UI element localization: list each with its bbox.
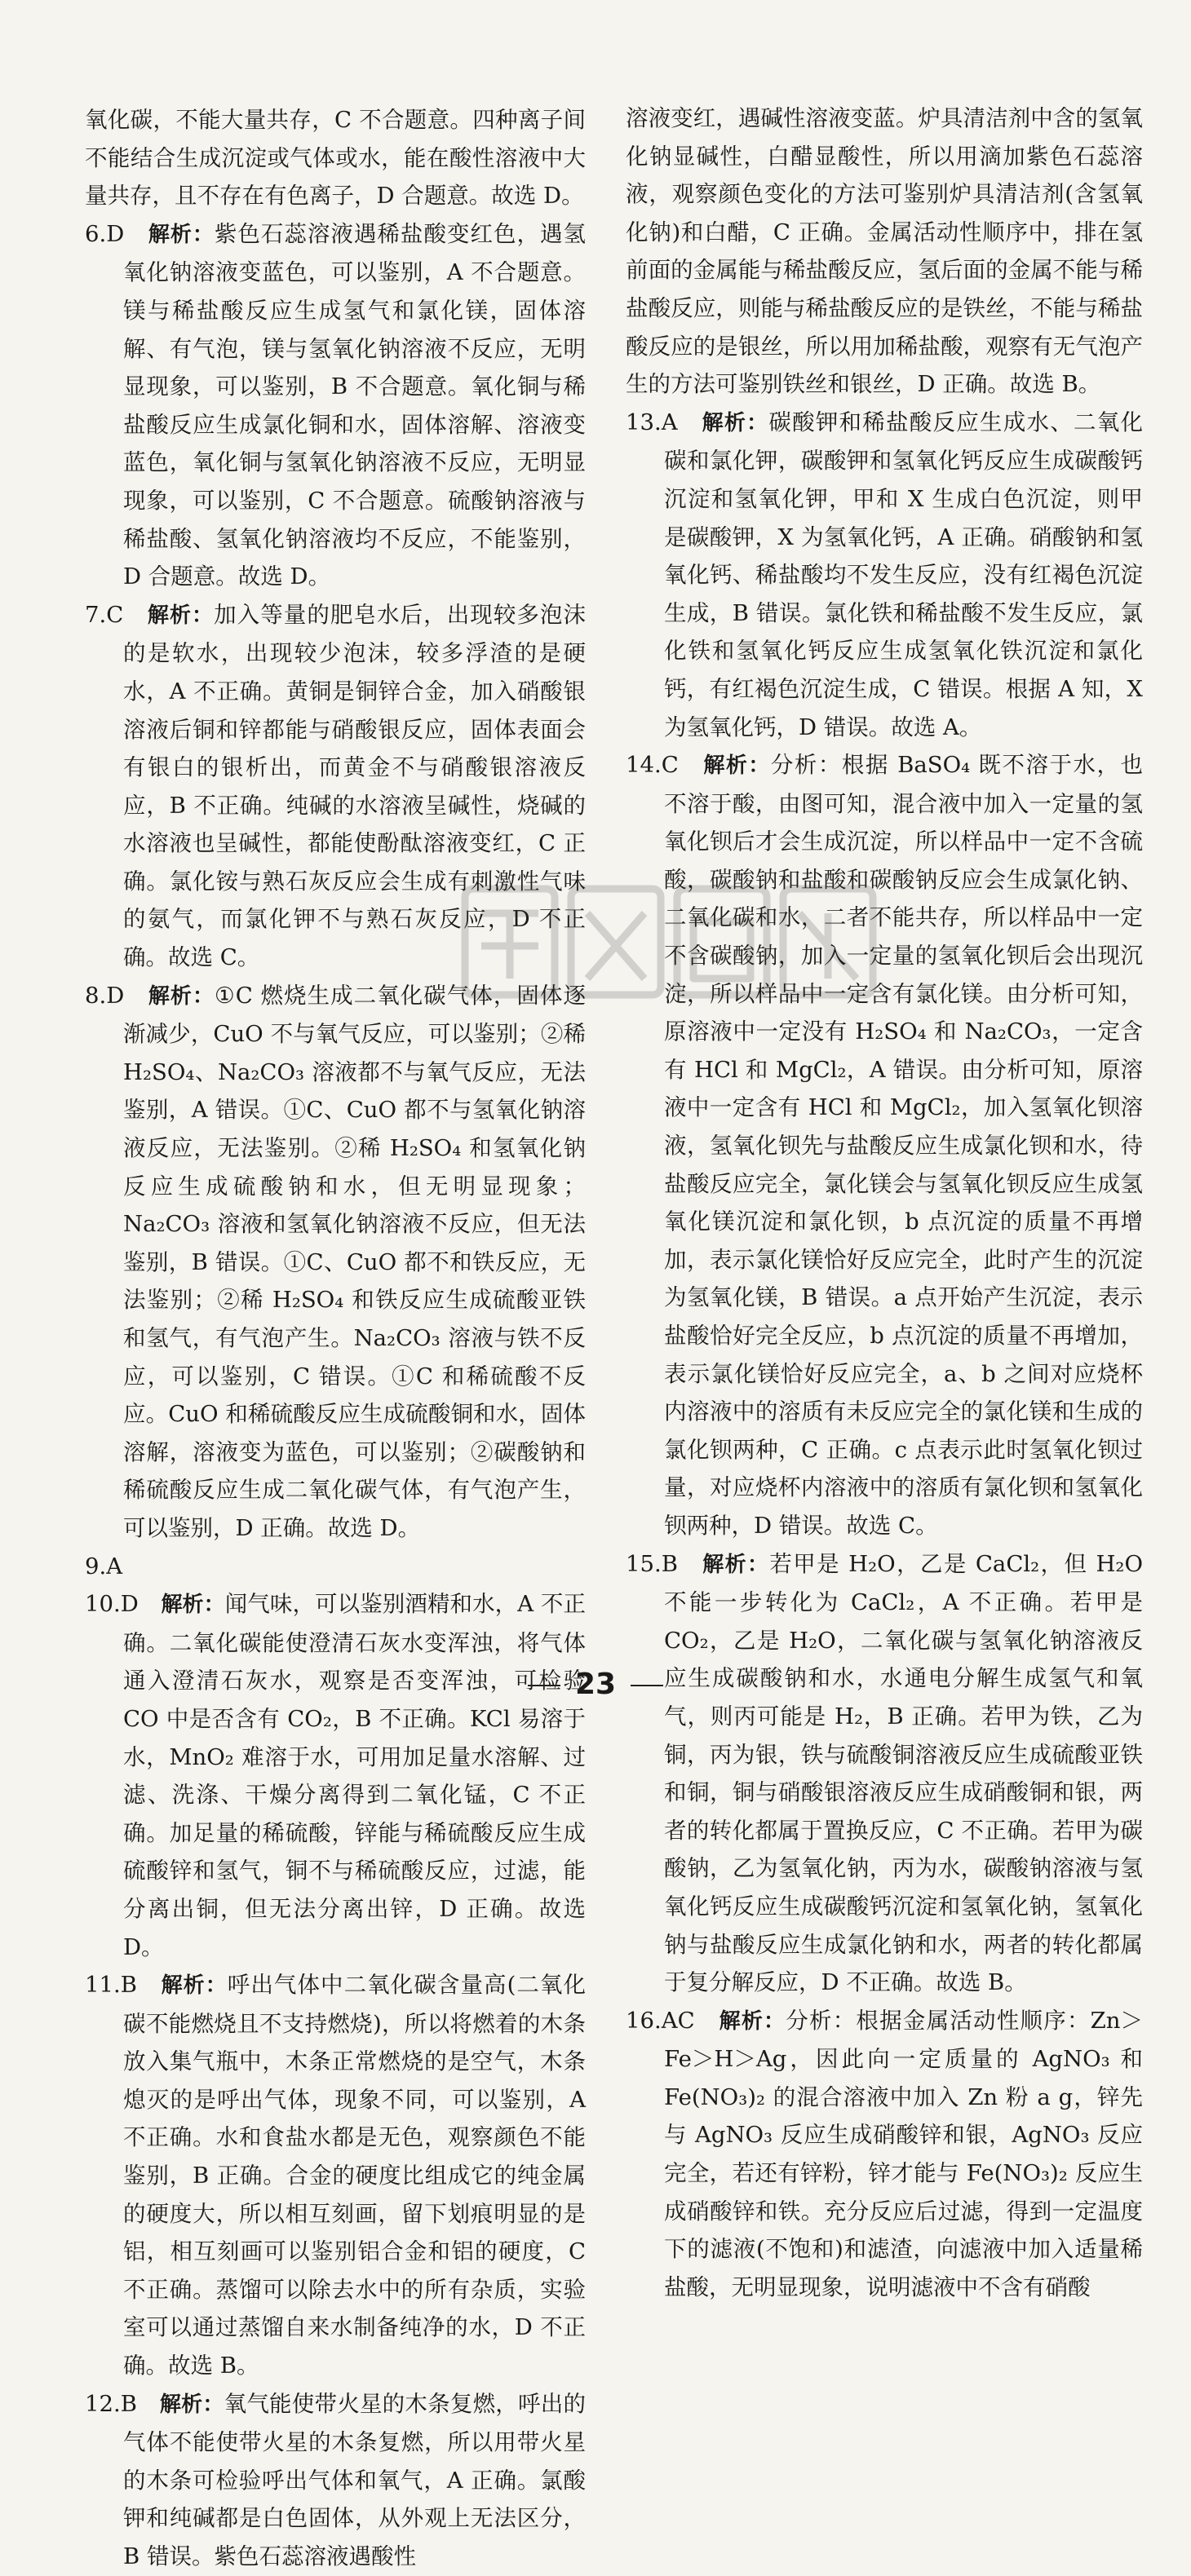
answer-number: 6.D xyxy=(85,220,125,247)
answer-number: 10.D xyxy=(85,1591,139,1618)
answer-item-12 xyxy=(85,2385,586,2576)
analysis-text: 分析：根据金属活动性顺序：Zn＞Fe＞H＞Ag，因此向一定质量的 AgNO₃ 和 Fe(NO₃)₂ 的混合溶液中加入 Zn 粉 a g，锌先与 AgNO₃ 反应生成硝酸锌和银，AgNO₃ 反应完全，若还有锌粉，锌才能与 Fe(NO₃)₂ 反应生成硝酸锌和铁。充分反应后过滤，得到一定温度下的滤液(不饱和)和滤渣，向滤液中加入适量稀盐酸，无明显现象，说明滤液中不含有硝酸 xyxy=(664,2007,1143,2300)
analysis-text: 加入等量的肥皂水后，出现较多泡沫的是软水，出现较少泡沫，较多浮渣的是硬水，A 不正确。黄铜是铜锌合金，加入硝酸银溶液后铜和锌都能与硝酸银反应，固体表面会有银白的银析出，而黄金不与硝酸银溶液反应，B 不正确。纯碱的水溶液呈碱性，烧碱的水溶液也呈碱性，都能使酚酞溶液变红，C 正确。氯化铵与熟石灰反应会生成有刺激性气味的氨气，而氯化钾不与熟石灰反应，D 不正确。故选 C。 xyxy=(123,601,586,971)
analysis-text: 闻气味，可以鉴别酒精和水，A 不正确。二氧化碳能使澄清石灰水变浑浊，将气体通入澄清石灰水，观察是否变浑浊，可检验 CO 中是否含有 CO₂，B 不正确。KCl 易溶于水，MnO₂ 难溶于水，可用加足量水溶解、过滤、洗涤、干燥分离得到二氧化锰，C 不正确。加足量的稀硫酸，锌能与稀硫酸反应生成硫酸锌和氢气，铜不与稀硫酸反应，过滤，能分离出铜，但无法分离出锌，D 正确。故选 D。 xyxy=(123,1591,587,1960)
analysis-label: 解析： xyxy=(719,2008,786,2034)
answer-item-6 xyxy=(85,215,586,596)
analysis-text: 碳酸钾和稀盐酸反应生成水、二氧化碳和氯化钾，碳酸钾和氢氧化钙反应生成碳酸钙沉淀和氢氧化钾，甲和 X 生成白色沉淀，则甲是碳酸钾，X 为氢氧化钙，A 正确。硝酸钠和氢氧化钙、稀盐酸均不发生反应，没有红褐色沉淀生成，B 错误。氯化铁和稀盐酸不发生反应，氯化铁和氢氧化钙反应生成氢氧化铁沉淀和氯化钙，有红褐色沉淀生成，C 错误。根据 A 知，X 为氢氧化钙，D 错误。故选 A。 xyxy=(664,409,1143,740)
analysis-label: 解析： xyxy=(161,1593,225,1618)
answer-item-10 xyxy=(85,1585,586,1966)
analysis-label: 解析： xyxy=(147,603,215,628)
answer-number: 15.B xyxy=(626,1550,678,1577)
analysis-text: ①C 燃烧生成二氧化碳气体，固体逐渐减少，CuO 不与氧气反应，可以鉴别；②稀 H₂SO₄、Na₂CO₃ 溶液都不与氧气反应，无法鉴别，A 错误。①C、CuO 都不与氢氧化钠溶液反应，无法鉴别。②稀 H₂SO₄ 和氢氧化钠反应生成硫酸钠和水，但无明显现象；Na₂CO₃ 溶液和氢氧化钠溶液不反应，但无法鉴别，B 错误。①C、CuO 都不和铁反应，无法鉴别；②稀 H₂SO₄ 和铁反应生成硫酸亚铁和氢气，有气泡产生。Na₂CO₃ 溶液与铁不反应，可以鉴别，C 错误。①C 和稀硫酸不反应。CuO 和稀硫酸反应生成硫酸铜和水，固体溶解，溶液变为蓝色，可以鉴别；②碳酸钠和稀硫酸反应生成二氧化碳气体，有气泡产生，可以鉴别，D 正确。故选 D。 xyxy=(123,982,586,1541)
answer-item-14 xyxy=(626,746,1143,1544)
analysis-label: 解析： xyxy=(702,410,769,435)
analysis-text: 分析：根据 BaSO₄ 既不溶于水，也不溶于酸，由图可知，混合液中加入一定量的氢氧化钡后才会生成沉淀，所以样品中一定不含硫酸，碳酸钠和盐酸和碳酸钠反应会生成氯化钠、二氧化碳和水，二者不能共存，所以样品中一定不含碳酸钠，加入一定量的氢氧化钡后会出现沉淀，所以样品中一定含有氯化镁。由分析可知，原溶液中一定没有 H₂SO₄ 和 Na₂CO₃，一定含有 HCl 和 MgCl₂，A 错误。由分析可知，原溶液中一定含有 HCl 和 MgCl₂，加入氢氧化钡溶液，氢氧化钡先与盐酸反应生成氯化钡和水，待盐酸反应完全，氯化镁会与氢氧化钡反应生成氢氧化镁沉淀和氯化钡，b 点沉淀的质量不再增加，表示氯化镁恰好反应完全，此时产生的沉淀为氢氧化镁，B 错误。a 点开始产生沉淀，表示盐酸恰好完全反应，b 点沉淀的质量不再增加，表示氯化镁恰好反应完全，a、b 之间对应烧杯内溶液中的溶质有未反应完全的氯化镁和生成的氯化钡两种，C 正确。c 点表示此时氢氧化钡过量，对应烧杯内溶液中的溶质有氯化钡和氢氧化钡两种，D 错误。故选 C。 xyxy=(664,752,1144,1539)
footer-dash-right xyxy=(631,1685,663,1686)
page-footer xyxy=(0,1668,1191,1701)
answer-number: 7.C xyxy=(85,601,124,628)
q5-continuation: 氧化碳，不能大量共存，C 不合题意。四种离子间不能结合生成沉淀或气体或水，能在酸性溶液中大量共存，且不存在有色离子，D 合题意。故选 D。 xyxy=(85,107,586,210)
analysis-label: 解析： xyxy=(148,983,215,1009)
analysis-label: 解析： xyxy=(161,1973,228,1999)
answer-item-15 xyxy=(626,1545,1143,2002)
answer-number: 9.A xyxy=(85,1553,123,1580)
analysis-text: 呼出气体中二氧化碳含量高(二氧化碳不能燃烧且不支持燃烧)，所以将燃着的木条放入集气瓶中，木条正常燃烧的是空气，木条熄灭的是呼出气体，现象不同，可以鉴别，A 不正确。水和食盐水都是无色，观察颜色不能鉴别，B 正确。合金的硬度比组成它的纯金属的硬度大，所以相互刻画，留下划痕明显的是铝，相互刻画可以鉴别铝合金和铝的硬度，C 不正确。蒸馏可以除去水中的所有杂质，实验室可以通过蒸馏自来水制备纯净的水，D 不正确。故选 B。 xyxy=(123,1972,586,2379)
analysis-label: 解析： xyxy=(702,1552,770,1577)
answer-number: 12.B xyxy=(85,2390,137,2417)
answer-item-11 xyxy=(85,1966,586,2385)
analysis-label: 解析： xyxy=(703,753,771,779)
analysis-text: 氧气能使带火星的木条复燃，呼出的气体不能使带火星的木条复燃，所以用带火星的木条可检验呼出气体和氧气，A 正确。氯酸钾和纯碱都是白色固体，从外观上无法区分，B 错误。紫色石蕊溶液遇酸性 xyxy=(123,2390,586,2569)
analysis-text: 若甲是 H₂O，乙是 CaCl₂，但 H₂O 不能一步转化为 CaCl₂，A 不正确。若甲是 CO₂，乙是 H₂O，二氧化碳与氢氧化钠溶液反应生成碳酸钠和水，水通电分解生成氢气和氧气，则丙可能是 H₂，B 正确。若甲为铁，乙为铜，丙为银，铁与硫酸铜溶液反应生成硫酸亚铁和铜，铜与硝酸银溶液反应生成硝酸铜和银，两者的转化都属于置换反应，C 不正确。若甲为碳酸钠，乙为氢氧化钠，丙为水，碳酸钠溶液与氢氧化钙反应生成碳酸钙沉淀和氢氧化钠，氢氧化钠与盐酸反应生成氯化钠和水，两者的转化都属于复分解反应，D 不正确。故选 B。 xyxy=(664,1550,1144,1996)
q12-continuation: 溶液变红，遇碱性溶液变蓝。炉具清洁剂中含的氢氧化钠显碱性，白醋显酸性，所以用滴加紫色石蕊溶液，观察颜色变化的方法可鉴别炉具清洁剂(含氢氧化钠)和白醋，C 正确。金属活动性顺序中，排在氢前面的金属能与稀盐酸反应，氢后面的金属不能与稀盐酸反应，则能与稀盐酸反应的是铁丝，不能与稀盐酸反应的是银丝，所以用加稀盐酸，观察有无气泡产生的方法可鉴别铁丝和银丝，D 正确。故选 B。 xyxy=(626,105,1143,398)
answer-item-7 xyxy=(85,596,586,977)
answer-number: 13.A xyxy=(626,409,678,435)
answer-number: 8.D xyxy=(85,982,125,1009)
answer-item-13 xyxy=(626,404,1143,746)
analysis-text: 紫色石蕊溶液遇稀盐酸变红色，遇氢氧化钠溶液变蓝色，可以鉴别，A 不合题意。镁与稀盐酸反应生成氢气和氯化镁，固体溶解、有气泡，镁与氢氧化钠溶液不反应，无明显现象，可以鉴别，B 不合题意。氧化铜与稀盐酸反应生成氯化铜和水，固体溶解、溶液变蓝色，氧化铜与氢氧化钠溶液不反应，无明显现象，可以鉴别，C 不合题意。硫酸钠溶液与稀盐酸、氢氧化钠溶液均不反应，不能鉴别，D 合题意。故选 D。 xyxy=(123,220,586,590)
analysis-label: 解析： xyxy=(148,222,215,247)
page-number: 23 xyxy=(574,1668,617,1701)
answer-number: 16.AC xyxy=(626,2007,695,2034)
right-column xyxy=(626,99,1143,2306)
analysis-label: 解析： xyxy=(159,2392,224,2417)
answer-number: 14.C xyxy=(626,752,679,779)
answer-number: 11.B xyxy=(85,1972,137,1999)
answer-item-8 xyxy=(85,977,586,1548)
answer-item-16 xyxy=(626,2002,1143,2307)
answer-item-9 xyxy=(85,1548,586,1586)
left-column xyxy=(85,101,586,2576)
footer-dash-left xyxy=(528,1685,560,1686)
